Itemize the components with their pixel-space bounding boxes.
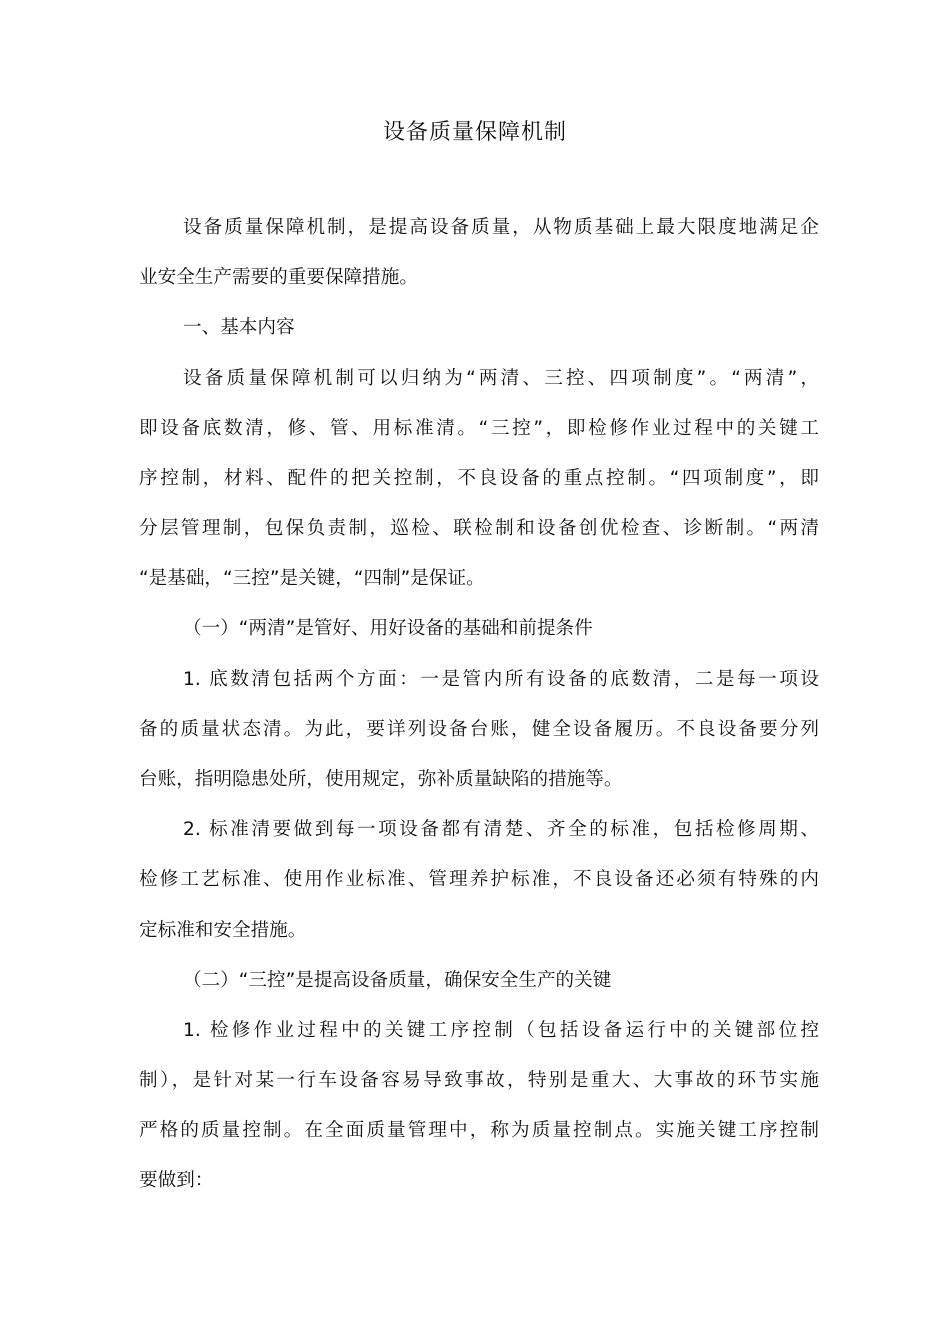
paragraph-line: 设备质量保障机制可以归纳为“两清、三控、四项制度”。“两清”， <box>183 368 819 389</box>
paragraph-line: 业安全生产需要的重要保障措施。 <box>139 267 418 288</box>
paragraph-line: 1. 检修作业过程中的关键工序控制（包括设备运行中的关键部位控 <box>183 1020 819 1041</box>
document-title: 设备质量保障机制 <box>382 120 567 145</box>
paragraph-line: 检修工艺标准、使用作业标准、管理养护标准，不良设备还必须有特殊的内 <box>139 869 819 890</box>
paragraph-line: 2. 标准清要做到每一项设备都有清楚、齐全的标准，包括检修周期、 <box>183 819 819 840</box>
subsection-heading: （一）“两清”是管好、用好设备的基础和前提条件 <box>183 618 593 639</box>
paragraph-line: 即设备底数清，修、管、用标准清。“三控”，即检修作业过程中的关键工 <box>139 418 819 439</box>
subsection-heading: （二）“三控”是提高设备质量，确保安全生产的关键 <box>183 970 612 991</box>
paragraph-line: 严格的质量控制。在全面质量管理中，称为质量控制点。实施关键工序控制 <box>139 1120 819 1141</box>
paragraph-line: 制），是针对某一行车设备容易导致事故，特别是重大、大事故的环节实施 <box>139 1070 819 1091</box>
paragraph-line: 设备质量保障机制，是提高设备质量，从物质基础上最大限度地满足企 <box>183 217 819 238</box>
paragraph-line: 定标准和安全措施。 <box>139 920 307 941</box>
paragraph-line: 1. 底数清包括两个方面：一是管内所有设备的底数清，二是每一项设 <box>183 669 819 690</box>
paragraph-line: 要做到： <box>139 1170 214 1191</box>
paragraph-line: 分层管理制，包保负责制，巡检、联检制和设备创优检查、诊断制。“两清 <box>139 518 819 539</box>
paragraph-line: 备的质量状态清。为此，要详列设备台账，健全设备履历。不良设备要分列 <box>139 719 819 740</box>
section-heading: 一、基本内容 <box>183 317 295 338</box>
paragraph-line: 台账，指明隐患处所，使用规定，弥补质量缺陷的措施等。 <box>139 769 623 790</box>
paragraph-line: “是基础，“三控”是关键，“四制”是保证。 <box>139 568 485 589</box>
paragraph-line: 序控制，材料、配件的把关控制，不良设备的重点控制。“四项制度”，即 <box>139 468 819 489</box>
